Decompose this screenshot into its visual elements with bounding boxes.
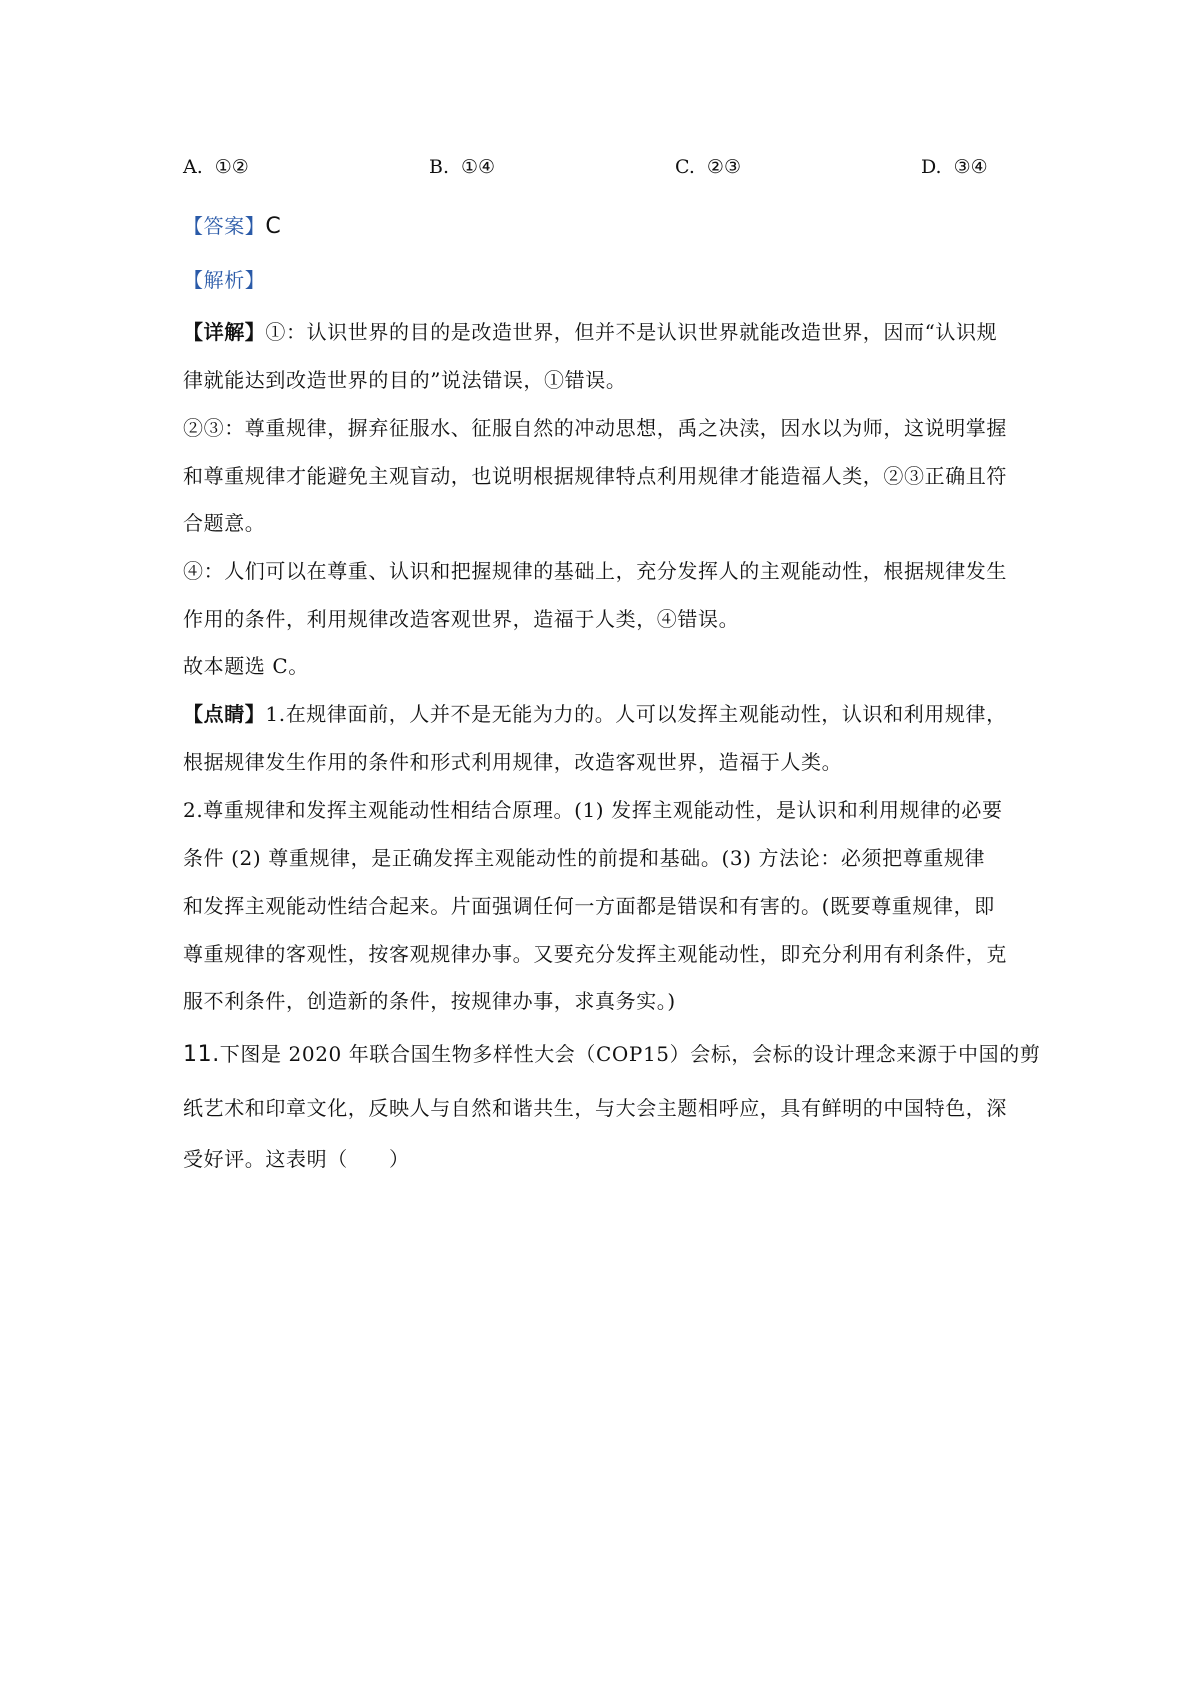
- option-a-letter: A.: [183, 156, 203, 178]
- detail-line-2: 律就能达到改造世界的目的”说法错误，①错误。: [183, 368, 627, 392]
- answer-label: 【答案】: [183, 214, 266, 238]
- option-c-letter: C.: [675, 156, 695, 178]
- point-line-3: 2.尊重规律和发挥主观能动性相结合原理。(1) 发挥主观能动性，是认识和利用规律的必要: [183, 798, 1003, 822]
- detail-line-6: ④：人们可以在尊重、认识和把握规律的基础上，充分发挥人的主观能动性，根据规律发生: [183, 559, 1007, 583]
- question-11-text-1: 下图是 2020 年联合国生物多样性大会（COP15）会标，会标的设计理念来源于中国的剪: [219, 1042, 1041, 1066]
- detail-line-4: 和尊重规律才能避免主观盲动，也说明根据规律特点利用规律才能造福人类，②③正确且符: [183, 464, 1007, 488]
- analysis-label: 【解析】: [183, 268, 266, 292]
- option-c-text: ②③: [706, 156, 741, 178]
- question-11-number: 11.: [183, 1042, 220, 1067]
- point-line-6: 尊重规律的客观性，按客观规律办事。又要充分发挥主观能动性，即充分利用有利条件，克: [183, 942, 1007, 966]
- option-c: [675, 156, 741, 178]
- detail-line-7: 作用的条件，利用规律改造客观世界，造福于人类，④错误。: [183, 607, 740, 631]
- detail-line-3: ②③：尊重规律，摒弃征服水、征服自然的冲动思想，禹之决渎，因水以为师，这说明掌握: [183, 416, 1007, 440]
- option-d-text: ③④: [953, 156, 988, 178]
- option-a: [183, 156, 249, 178]
- detail-label: 【详解】: [183, 320, 266, 344]
- option-b: [429, 156, 495, 178]
- detail-text-1: ①：认识世界的目的是改造世界，但并不是认识世界就能改造世界，因而“认识规: [265, 320, 998, 344]
- point-text-1: 1.在规律面前，人并不是无能为力的。人可以发挥主观能动性，认识和利用规律，: [265, 702, 1007, 726]
- question-11-line-3: 受好评。这表明（ ）: [183, 1147, 410, 1171]
- answer-value: C: [265, 214, 282, 239]
- point-line-2: 根据规律发生作用的条件和形式利用规律，改造客观世界，造福于人类。: [183, 750, 843, 774]
- detail-line-1: [183, 316, 997, 345]
- option-d: [921, 156, 988, 178]
- answer-line: [183, 210, 281, 239]
- option-b-letter: B.: [429, 156, 450, 178]
- option-a-text: ①②: [214, 156, 249, 178]
- point-line-5: 和发挥主观能动性结合起来。片面强调任何一方面都是错误和有害的。(既要尊重规律，即: [183, 894, 995, 918]
- point-line-7: 服不利条件，创造新的条件，按规律办事，求真务实。): [183, 989, 676, 1013]
- option-d-letter: D.: [921, 156, 942, 178]
- answer-options: [183, 156, 1023, 186]
- option-b-text: ①④: [461, 156, 496, 178]
- detail-conclusion: 故本题选 C。: [183, 654, 309, 678]
- detail-line-5: 合题意。: [183, 511, 266, 535]
- question-11-line-1: [183, 1038, 1040, 1067]
- point-line-1: [183, 698, 1007, 727]
- point-label: 【点睛】: [183, 702, 266, 726]
- point-line-4: 条件 (2) 尊重规律，是正确发挥主观能动性的前提和基础。(3) 方法论：必须把尊重规律: [183, 846, 986, 870]
- question-11-line-2: 纸艺术和印章文化，反映人与自然和谐共生，与大会主题相呼应，具有鲜明的中国特色，深: [183, 1096, 1007, 1120]
